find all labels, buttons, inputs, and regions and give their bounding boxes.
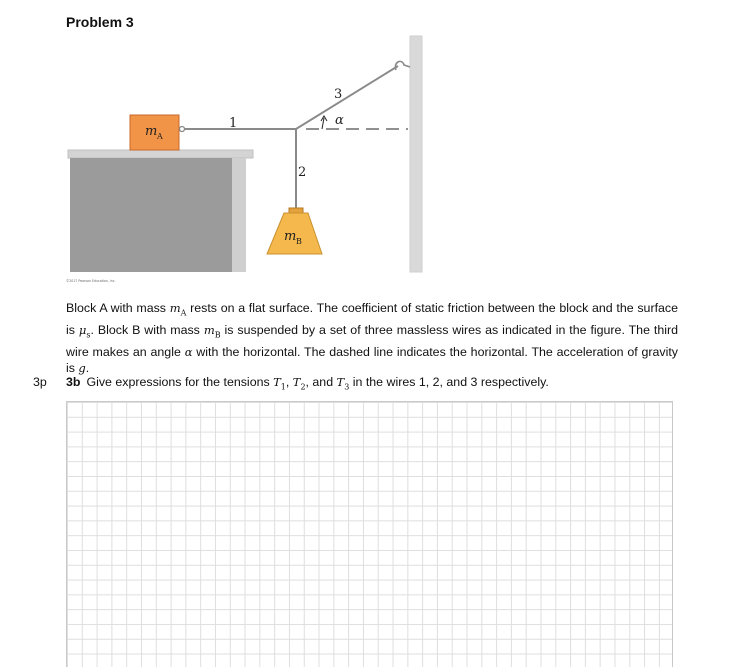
- question-id: 3b: [66, 375, 81, 389]
- description-text-2: rests on a flat surface. The coefficient of static friction between the block and the surface is: [66, 301, 678, 337]
- block-a-mass-label: m: [145, 124, 158, 139]
- question-text-1: Give expressions for the tensions: [86, 375, 274, 389]
- table-leg: [232, 158, 246, 272]
- wire-1-label: 1: [229, 116, 238, 131]
- mass-b-symbol: $m_B$: [203, 322, 221, 340]
- description-text-3: . Block B with mass: [90, 322, 204, 337]
- mass-a-symbol: $m_A$: [169, 301, 187, 318]
- friction-coefficient-symbol: $\mu_s$: [78, 322, 91, 340]
- tension-t2-symbol: $T_2$: [292, 375, 306, 392]
- question-3b: [66, 375, 686, 391]
- tension-t1-symbol: $T_1$: [273, 375, 286, 392]
- answer-grid-area[interactable]: [66, 401, 673, 667]
- block-b-mass-subscript: B: [296, 237, 302, 246]
- alpha-symbol: α: [184, 344, 193, 359]
- question-separator-2: , and: [305, 375, 337, 389]
- problem-description: [66, 300, 678, 377]
- question-separator-1: ,: [285, 375, 293, 389]
- problem-figure: [0, 0, 740, 300]
- tension-t3-symbol: $T_3$: [336, 375, 350, 392]
- question-text-2: in the wires 1, 2, and 3 respectively.: [349, 375, 549, 389]
- block-b-mass-label: m: [284, 229, 297, 244]
- question-points: 3p: [33, 375, 47, 389]
- gravity-symbol: g: [78, 361, 86, 376]
- description-text-4: is suspended by a set of three massless wires as indicated in the figure. The third wire makes an angle: [66, 322, 678, 359]
- description-text-1: Block A with mass: [66, 301, 170, 315]
- figure-copyright: ©2017 Pearson Education, Inc.: [66, 279, 116, 283]
- wire-2-label: 2: [298, 165, 307, 180]
- wire-1-hook: [180, 127, 185, 132]
- wire-3: [296, 66, 398, 129]
- table-top: [68, 150, 253, 158]
- block-a-mass-subscript: A: [157, 132, 163, 141]
- problem-title: Problem 3: [66, 14, 134, 30]
- angle-alpha-label: α: [335, 113, 344, 128]
- wall: [410, 36, 422, 272]
- table-body: [70, 158, 234, 272]
- description-text-6: .: [85, 361, 90, 376]
- description-text-5: with the horizontal. The dashed line indicates the horizontal. The acceleration of gravity is: [66, 344, 678, 376]
- wire-3-label: 3: [334, 87, 343, 102]
